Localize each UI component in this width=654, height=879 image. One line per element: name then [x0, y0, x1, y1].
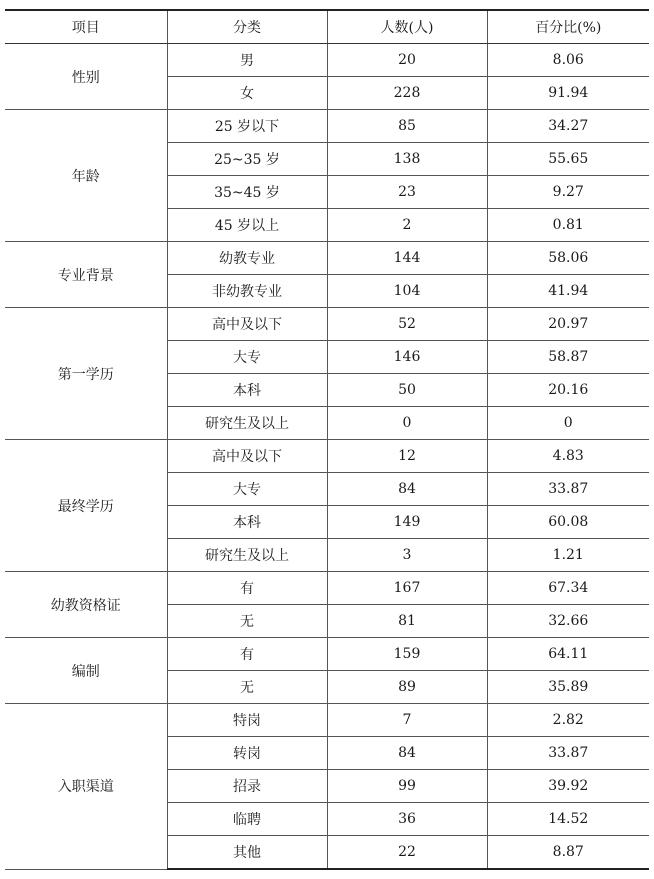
header-row [5, 10, 649, 44]
count-cell: 20 [327, 44, 487, 77]
group-label: 年龄 [5, 110, 167, 242]
percent-cell: 91.94 [487, 77, 649, 110]
table-row [5, 44, 649, 77]
count-cell: 228 [327, 77, 487, 110]
table-row [5, 704, 649, 737]
percent-cell: 20.97 [487, 308, 649, 341]
percent-cell: 20.16 [487, 374, 649, 407]
percent-cell: 32.66 [487, 605, 649, 638]
percent-cell: 67.34 [487, 572, 649, 605]
category-cell: 高中及以下 [167, 308, 327, 341]
percent-cell: 14.52 [487, 803, 649, 836]
count-cell: 138 [327, 143, 487, 176]
table-row [5, 110, 649, 143]
count-cell: 84 [327, 473, 487, 506]
table-row [5, 308, 649, 341]
percent-cell: 0.81 [487, 209, 649, 242]
category-cell: 25 岁以下 [167, 110, 327, 143]
count-cell: 149 [327, 506, 487, 539]
percent-cell: 58.87 [487, 341, 649, 374]
category-cell: 幼教专业 [167, 242, 327, 275]
count-cell: 7 [327, 704, 487, 737]
table-row [5, 440, 649, 473]
category-cell: 本科 [167, 374, 327, 407]
category-cell: 非幼教专业 [167, 275, 327, 308]
percent-cell: 39.92 [487, 770, 649, 803]
count-cell: 99 [327, 770, 487, 803]
category-cell: 转岗 [167, 737, 327, 770]
category-cell: 其他 [167, 836, 327, 870]
category-cell: 有 [167, 638, 327, 671]
category-cell: 大专 [167, 473, 327, 506]
count-cell: 167 [327, 572, 487, 605]
count-cell: 12 [327, 440, 487, 473]
category-cell: 大专 [167, 341, 327, 374]
category-cell: 研究生及以上 [167, 539, 327, 572]
category-cell: 男 [167, 44, 327, 77]
category-cell: 35~45 岁 [167, 176, 327, 209]
group-label: 第一学历 [5, 308, 167, 440]
statistics-table [5, 9, 649, 870]
group-label: 专业背景 [5, 242, 167, 308]
category-cell: 45 岁以上 [167, 209, 327, 242]
category-cell: 临聘 [167, 803, 327, 836]
group-label: 性别 [5, 44, 167, 110]
percent-cell: 8.87 [487, 836, 649, 870]
category-cell: 25~35 岁 [167, 143, 327, 176]
table-row [5, 572, 649, 605]
header-percent: 百分比(%) [487, 10, 649, 44]
count-cell: 89 [327, 671, 487, 704]
percent-cell: 9.27 [487, 176, 649, 209]
category-cell: 无 [167, 605, 327, 638]
category-cell: 特岗 [167, 704, 327, 737]
group-label: 最终学历 [5, 440, 167, 572]
percent-cell: 0 [487, 407, 649, 440]
category-cell: 高中及以下 [167, 440, 327, 473]
percent-cell: 64.11 [487, 638, 649, 671]
percent-cell: 8.06 [487, 44, 649, 77]
percent-cell: 4.83 [487, 440, 649, 473]
count-cell: 52 [327, 308, 487, 341]
category-cell: 招录 [167, 770, 327, 803]
table-row [5, 242, 649, 275]
group-label: 幼教资格证 [5, 572, 167, 638]
table-body [5, 44, 649, 870]
count-cell: 84 [327, 737, 487, 770]
group-label: 编制 [5, 638, 167, 704]
percent-cell: 58.06 [487, 242, 649, 275]
count-cell: 3 [327, 539, 487, 572]
category-cell: 本科 [167, 506, 327, 539]
header-item: 项目 [5, 10, 167, 44]
count-cell: 22 [327, 836, 487, 870]
count-cell: 23 [327, 176, 487, 209]
count-cell: 104 [327, 275, 487, 308]
percent-cell: 35.89 [487, 671, 649, 704]
count-cell: 159 [327, 638, 487, 671]
header-category: 分类 [167, 10, 327, 44]
count-cell: 81 [327, 605, 487, 638]
group-label: 入职渠道 [5, 704, 167, 870]
count-cell: 85 [327, 110, 487, 143]
count-cell: 146 [327, 341, 487, 374]
header-count: 人数(人) [327, 10, 487, 44]
count-cell: 0 [327, 407, 487, 440]
percent-cell: 34.27 [487, 110, 649, 143]
count-cell: 50 [327, 374, 487, 407]
category-cell: 无 [167, 671, 327, 704]
count-cell: 2 [327, 209, 487, 242]
percent-cell: 33.87 [487, 737, 649, 770]
percent-cell: 1.21 [487, 539, 649, 572]
percent-cell: 33.87 [487, 473, 649, 506]
count-cell: 36 [327, 803, 487, 836]
percent-cell: 2.82 [487, 704, 649, 737]
percent-cell: 55.65 [487, 143, 649, 176]
table-row [5, 638, 649, 671]
percent-cell: 41.94 [487, 275, 649, 308]
category-cell: 有 [167, 572, 327, 605]
count-cell: 144 [327, 242, 487, 275]
percent-cell: 60.08 [487, 506, 649, 539]
category-cell: 女 [167, 77, 327, 110]
category-cell: 研究生及以上 [167, 407, 327, 440]
